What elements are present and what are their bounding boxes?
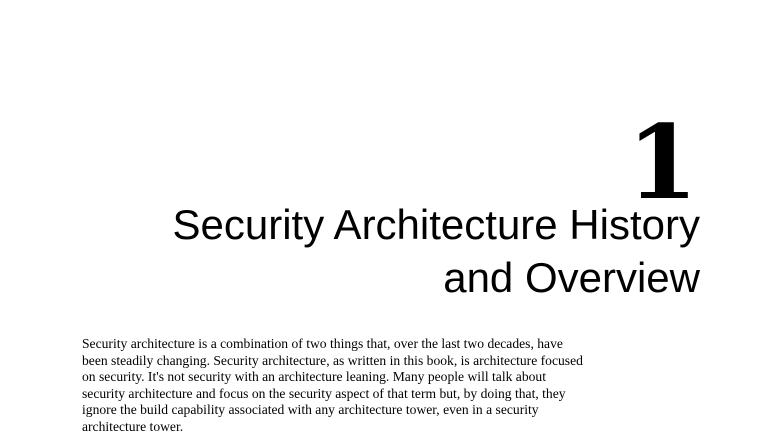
- chapter-title: [60, 198, 700, 304]
- body-line: Security architecture is a combination of two things that, over the last two decades, have: [82, 336, 563, 351]
- body-paragraph: [82, 336, 706, 435]
- chapter-title-line: Security Architecture History: [172, 201, 700, 248]
- body-line: security architecture and focus on the security aspect of that term but, by doing that, they: [82, 385, 566, 401]
- body-line: on security. It's not security with an architecture leaning. Many people will talk about: [82, 369, 546, 384]
- body-line: been steadily changing. Security architecture, as written in this book, is architecture focused: [82, 352, 583, 368]
- chapter-number: 1: [627, 103, 696, 223]
- body-line: ignore the build capability associated with any architecture tower, even in a security: [82, 402, 539, 417]
- body-line: architecture tower.: [82, 418, 184, 434]
- chapter-title-line: and Overview: [443, 254, 700, 301]
